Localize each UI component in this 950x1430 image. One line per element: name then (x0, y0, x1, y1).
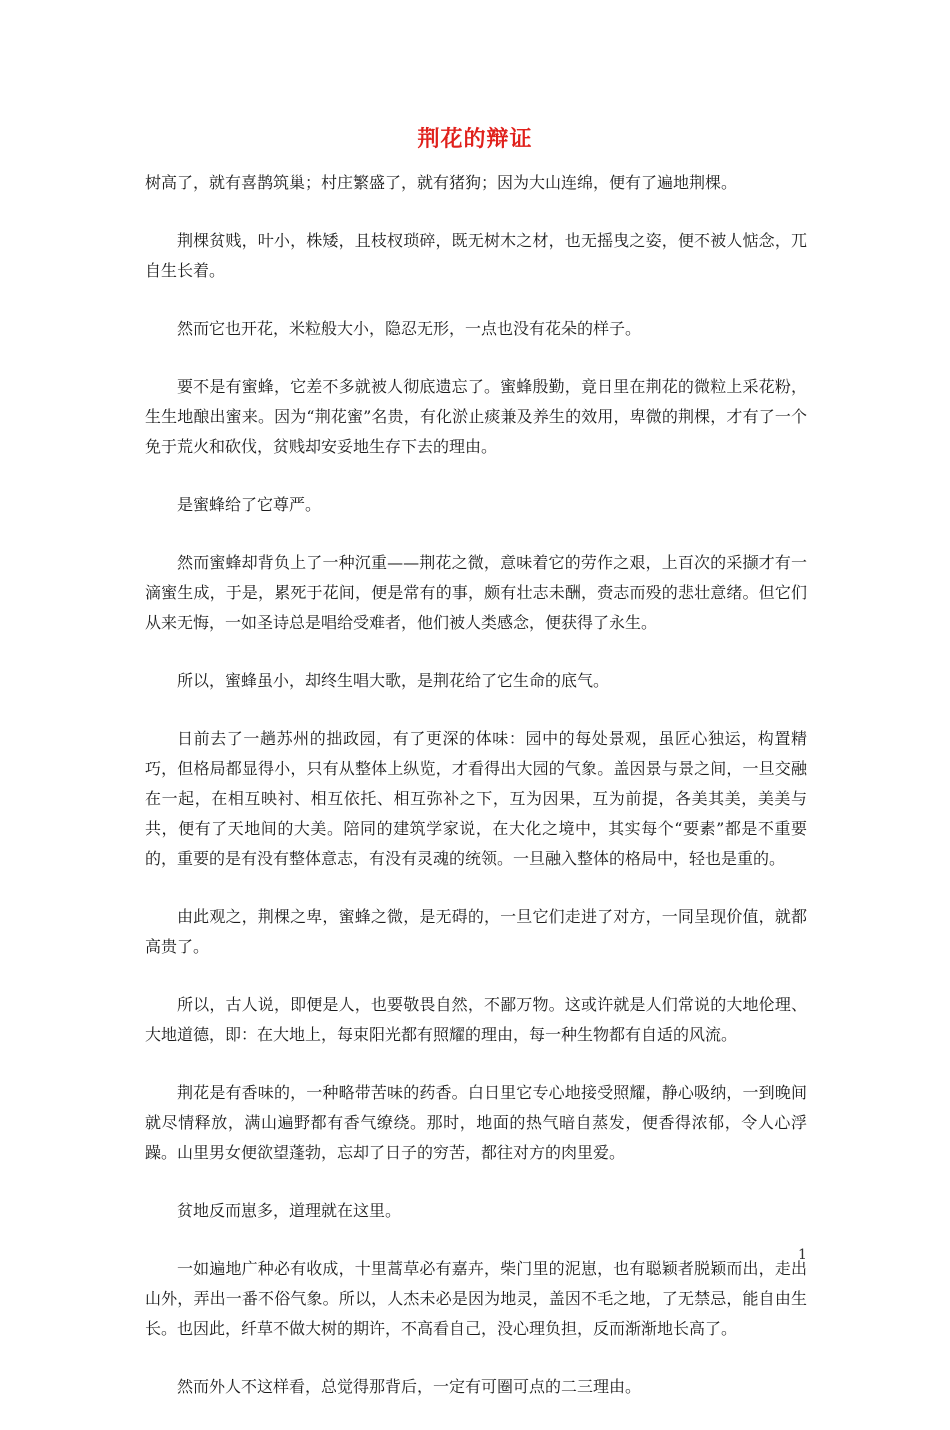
paragraph-12: 贫地反而崽多，道理就在这里。 (177, 1201, 402, 1220)
paragraph-4: 要不是有蜜蜂，它差不多就被人彻底遗忘了。蜜蜂殷勤，竟日里在荆花的微粒上采花粉，生生地酿出蜜来。因为“荆花蜜”名贵，有化淤止痰兼及养生的效用，卑微的荆棵，才有了一个免于荒火和砍伐，贫贱却安妥地生存下去的理由。 (145, 377, 807, 456)
page-title: 荆花的辩证 (417, 127, 533, 152)
paragraph-7: 所以，蜜蜂虽小，却终生唱大歌，是荆花给了它生命的底气。 (177, 671, 610, 690)
page-number: 1 (798, 1247, 807, 1263)
paragraph-5: 是蜜蜂给了它尊严。 (177, 495, 322, 514)
paragraph-13: 一如遍地广种必有收成，十里蒿草必有嘉卉，柴门里的泥崽，也有聪颖者脱颖而出，走出山外，弄出一番不俗气象。所以，人杰未必是因为地灵，盖因不毛之地，了无禁忌，能自由生长。也因此，纤草不做大树的期许，不高看自己，没心理负担，反而渐渐地长高了。 (145, 1259, 807, 1338)
paragraph-6: 然而蜜蜂却背负上了一种沉重——荆花之微，意味着它的劳作之艰，上百次的采撷才有一滴蜜生成，于是，累死于花间，便是常有的事，颇有壮志未酬，赍志而殁的悲壮意绪。但它们从来无悔，一如圣诗总是唱给受难者，他们被人类感念，便获得了永生。 (145, 553, 807, 632)
paragraph-3: 然而它也开花，米粒般大小，隐忍无形，一点也没有花朵的样子。 (177, 319, 642, 338)
paragraph-14: 然而外人不这样看，总觉得那背后，一定有可圈可点的二三理由。 (177, 1377, 642, 1396)
paragraph-9: 由此观之，荆棵之卑，蜜蜂之微，是无碍的，一旦它们走进了对方，一同呈现价值，就都高贵了。 (145, 907, 807, 956)
paragraph-8: 日前去了一趟苏州的拙政园，有了更深的体味：园中的每处景观，虽匠心独运，构置精巧，但格局都显得小，只有从整体上纵览，才看得出大园的气象。盖因景与景之间，一旦交融在一起，在相互映衬、相互依托、相互弥补之下，互为因果，互为前提，各美其美，美美与共，便有了天地间的大美。陪同的建筑学家说，在大化之境中，其实每个“要素”都是不重要的，重要的是有没有整体意志，有没有灵魂的统领。一旦融入整体的格局中，轻也是重的。 (145, 729, 807, 868)
paragraph-11: 荆花是有香味的，一种略带苦味的药香。白日里它专心地接受照耀，静心吸纳，一到晚间就尽情释放，满山遍野都有香气缭绕。那时，地面的热气暗自蒸发，便香得浓郁，令人心浮躁。山里男女便欲望蓬勃，忘却了日子的穷苦，都往对方的肉里爱。 (145, 1083, 807, 1162)
paragraph-10: 所以，古人说，即便是人，也要敬畏自然，不鄙万物。这或许就是人们常说的大地伦理、大地道德，即：在大地上，每束阳光都有照耀的理由，每一种生物都有自适的风流。 (145, 995, 807, 1044)
paragraph-2: 荆棵贫贱，叶小，株矮，且枝杈琐碎，既无树木之材，也无摇曳之姿，便不被人惦念，兀自生长着。 (145, 231, 807, 280)
paragraph-1: 树高了，就有喜鹊筑巢；村庄繁盛了，就有猪狗；因为大山连绵，便有了遍地荆棵。 (145, 173, 738, 192)
article-body (145, 168, 807, 1430)
